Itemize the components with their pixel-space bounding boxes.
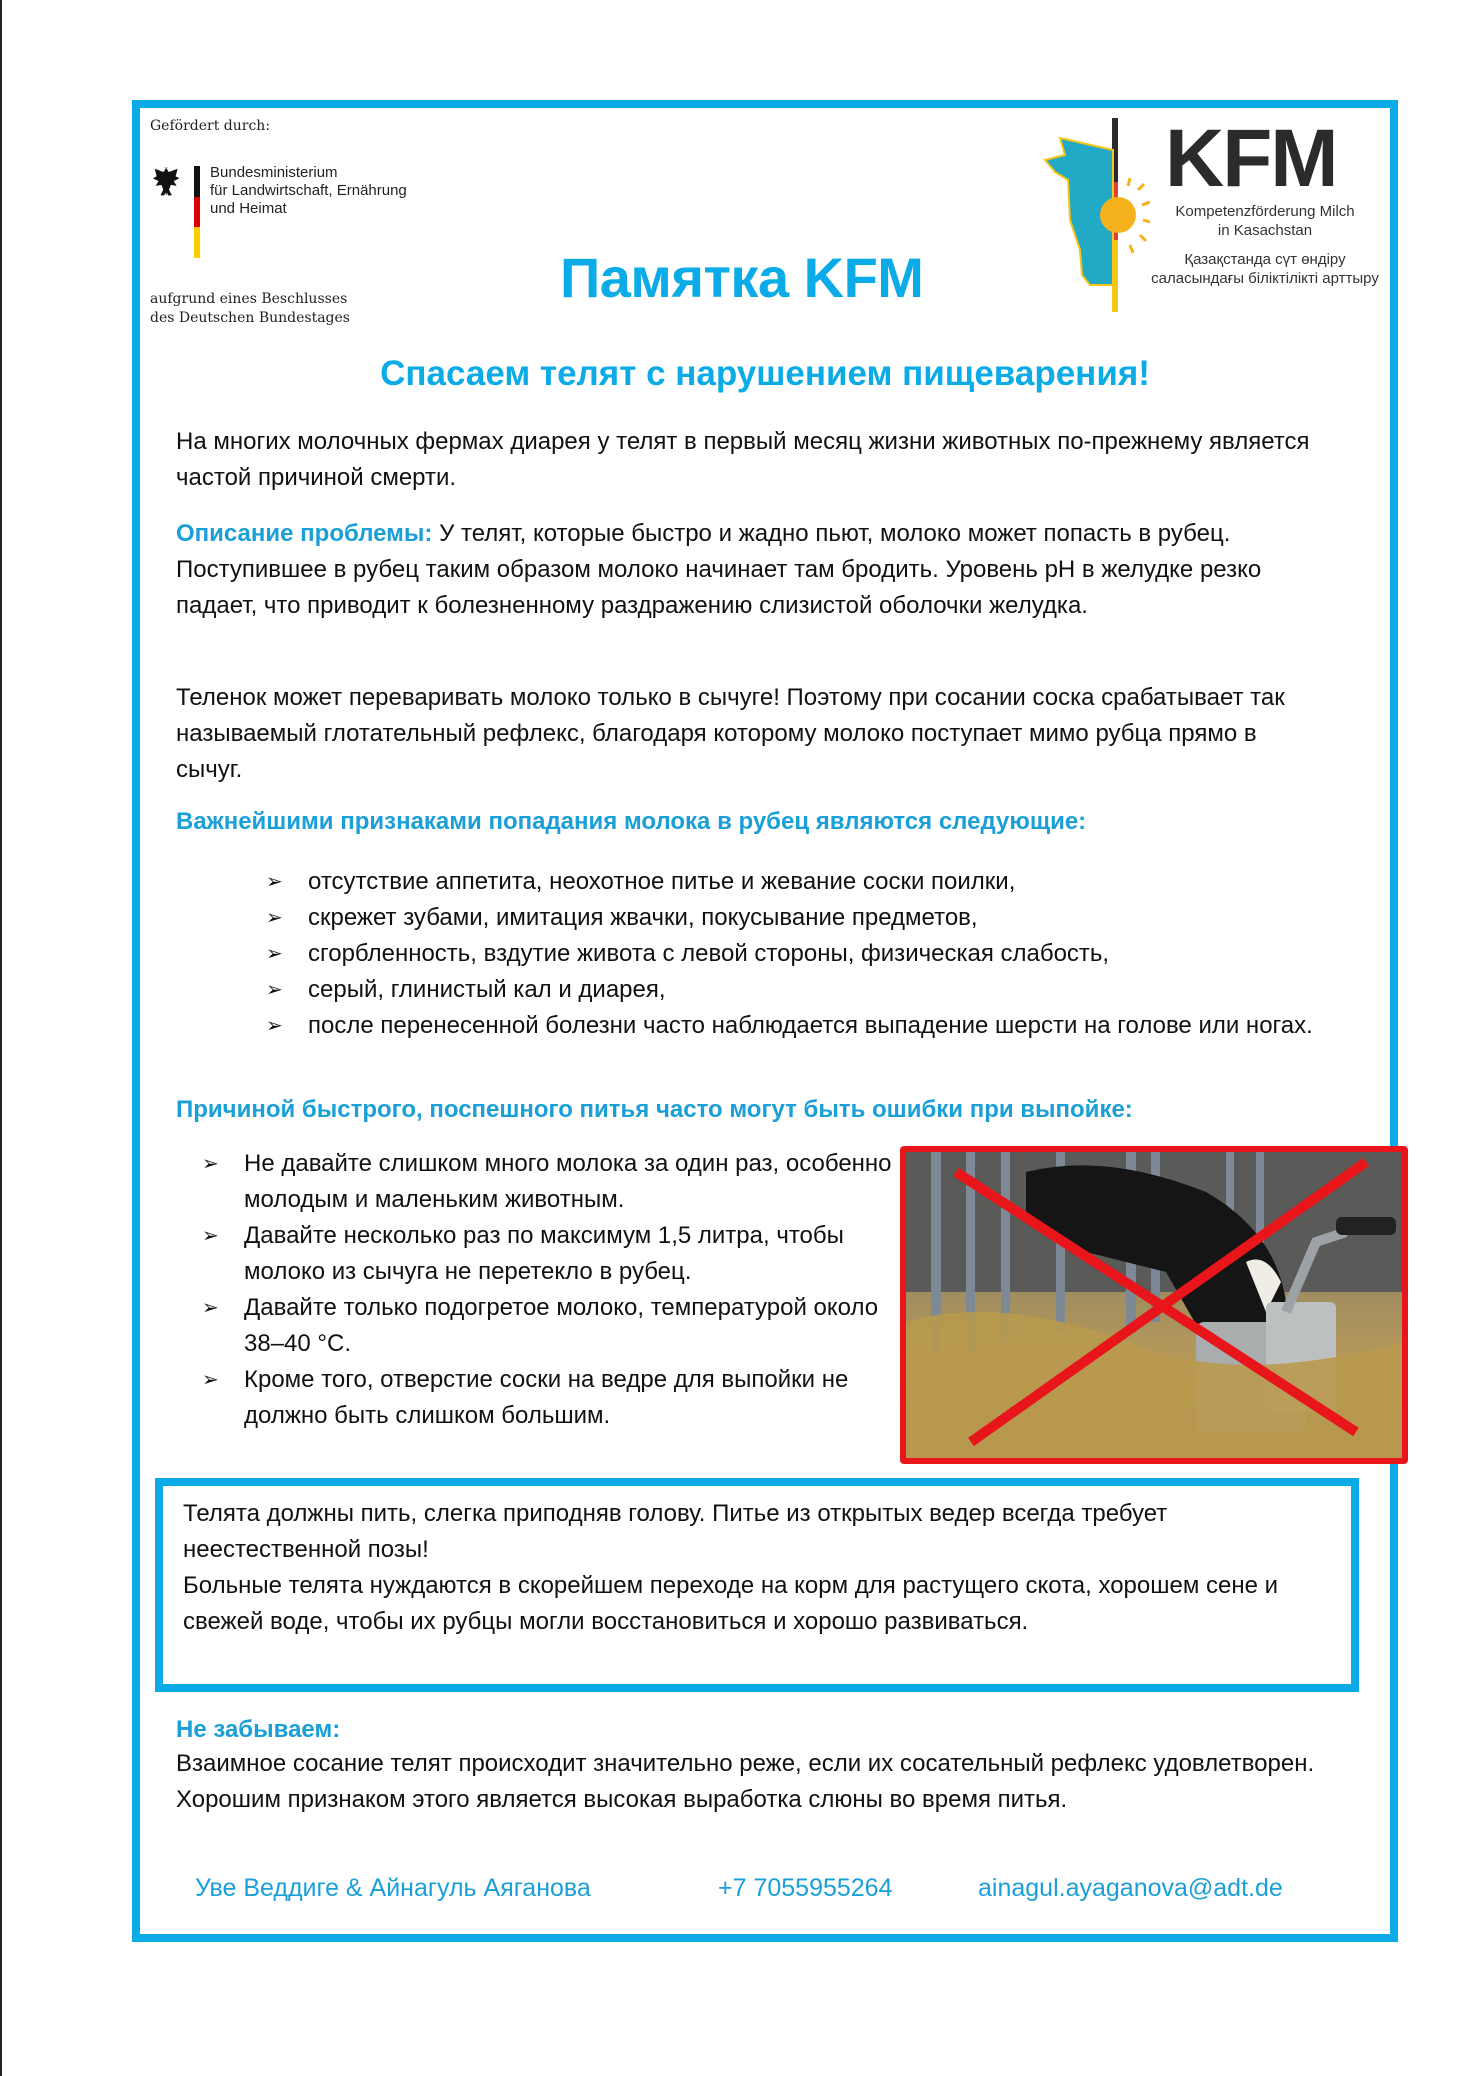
arrow-bullet-icon: ➢ xyxy=(266,871,283,893)
bundestag-resolution: aufgrund eines Beschlusses des Deutschen Bundestages xyxy=(150,291,350,326)
calf-digestion-paragraph: Теленок может переваривать молоко только в сычуге! Поэтому при сосании соска срабатывает так называемый глотательный рефлекс, благодаря которому молоко поступает мимо рубца прямо в сычуг. xyxy=(176,684,1285,783)
calf-bucket-photo-crossed xyxy=(900,1146,1408,1464)
list-item: ➢ после перенесенной болезни часто наблюдается выпадение шерсти на голове или ногах. xyxy=(266,1008,1346,1044)
list-item: ➢ отсутствие аппетита, неохотное питье и жевание соски поилки, xyxy=(266,864,1346,900)
remember-paragraph: Взаимное сосание телят происходит значительно реже, если их сосательный рефлекс удовлетворен. Хорошим признаком этого является высокая выработка слюны во время питья. xyxy=(176,1750,1315,1813)
arrow-bullet-icon: ➢ xyxy=(202,1153,219,1175)
subtitle: Спасаем телят с нарушением пищеварения! xyxy=(380,354,1150,393)
kfm-kazakh-name: Қазақстанда сүт өндіру саласындағы біліктілікті арттыру xyxy=(1151,251,1379,287)
intro-paragraph: На многих молочных фермах диарея у телят в первый месяц жизни животных по-прежнему является частой причиной смерти. xyxy=(176,428,1310,491)
remember-heading: Не забываем: xyxy=(176,1716,341,1743)
arrow-bullet-icon: ➢ xyxy=(266,943,283,965)
list-item: ➢ Давайте несколько раз по максимум 1,5 литра, чтобы молоко из сычуга не перетекло в рубец. xyxy=(202,1218,892,1290)
arrow-bullet-icon: ➢ xyxy=(266,979,283,1001)
calf-photo-illustration xyxy=(906,1152,1402,1458)
list-item: ➢ Давайте только подогретое молоко, температурой около 38–40 °C. xyxy=(202,1290,892,1362)
footer-authors: Уве Веддиге & Айнагуль Аяганова xyxy=(195,1874,591,1902)
arrow-bullet-icon: ➢ xyxy=(202,1369,219,1391)
funded-by-label: Gefördert durch: xyxy=(150,118,271,134)
german-flag-bar xyxy=(194,166,200,258)
list-item: ➢ Кроме того, отверстие соски на ведре для выпойки не должно быть слишком большим. xyxy=(202,1362,892,1434)
kfm-logo xyxy=(1020,110,1400,320)
errors-heading: Причиной быстрого, поспешного питья часто могут быть ошибки при выпойке: xyxy=(176,1096,1133,1123)
footer-email[interactable]: ainagul.ayaganova@adt.de xyxy=(978,1874,1283,1902)
page-title: Памятка KFM xyxy=(560,246,924,309)
arrow-bullet-icon: ➢ xyxy=(266,1015,283,1037)
arrow-bullet-icon: ➢ xyxy=(202,1225,219,1247)
list-item: ➢ Не давайте слишком много молока за один раз, особенно молодым и маленьким животным. xyxy=(202,1146,892,1218)
kfm-acronym: KFM xyxy=(1165,113,1337,204)
page-edge xyxy=(0,0,2,2076)
federal-eagle-icon xyxy=(150,164,188,202)
problem-label: Описание проблемы: xyxy=(176,520,433,547)
arrow-bullet-icon: ➢ xyxy=(266,907,283,929)
arrow-bullet-icon: ➢ xyxy=(202,1297,219,1319)
footer-phone[interactable]: +7 7055955264 xyxy=(718,1874,893,1902)
info-box xyxy=(155,1478,1359,1692)
list-item: ➢ серый, глинистый кал и диарея, xyxy=(266,972,1346,1008)
signs-list xyxy=(266,864,1346,1044)
list-item: ➢ сгорбленность, вздутие живота с левой стороны, физическая слабость, xyxy=(266,936,1346,972)
ministry-logo xyxy=(150,164,450,264)
signs-heading: Важнейшими признаками попадания молока в рубец являются следующие: xyxy=(176,808,1087,835)
problem-text: У телят, которые быстро и жадно пьют, молоко может попасть в рубец. Поступившее в рубец таким образом молоко начинает там бродить. Уровень pH в желудке резко падает, что приводит к болезненному раздражению слизистой оболочки желудка. xyxy=(176,520,1262,619)
problem-paragraph xyxy=(176,516,1346,624)
errors-list xyxy=(202,1146,892,1434)
cow-sun-logo-icon xyxy=(1020,110,1150,320)
kfm-german-name: Kompetenzförderung Milch in Kasachstan xyxy=(1175,203,1355,239)
ministry-name: Bundesministerium für Landwirtschaft, Ernährung und Heimat xyxy=(210,164,407,217)
info-box-text: Телята должны пить, слегка приподняв голову. Питье из открытых ведер всегда требует неестественной позы! Больные телята нуждаются в скорейшем переходе на корм для растущего скота, хорошем сене и свежей воде, чтобы их рубцы могли восстановиться и хорошо развиваться. xyxy=(183,1500,1279,1635)
list-item: ➢ скрежет зубами, имитация жвачки, покусывание предметов, xyxy=(266,900,1346,936)
